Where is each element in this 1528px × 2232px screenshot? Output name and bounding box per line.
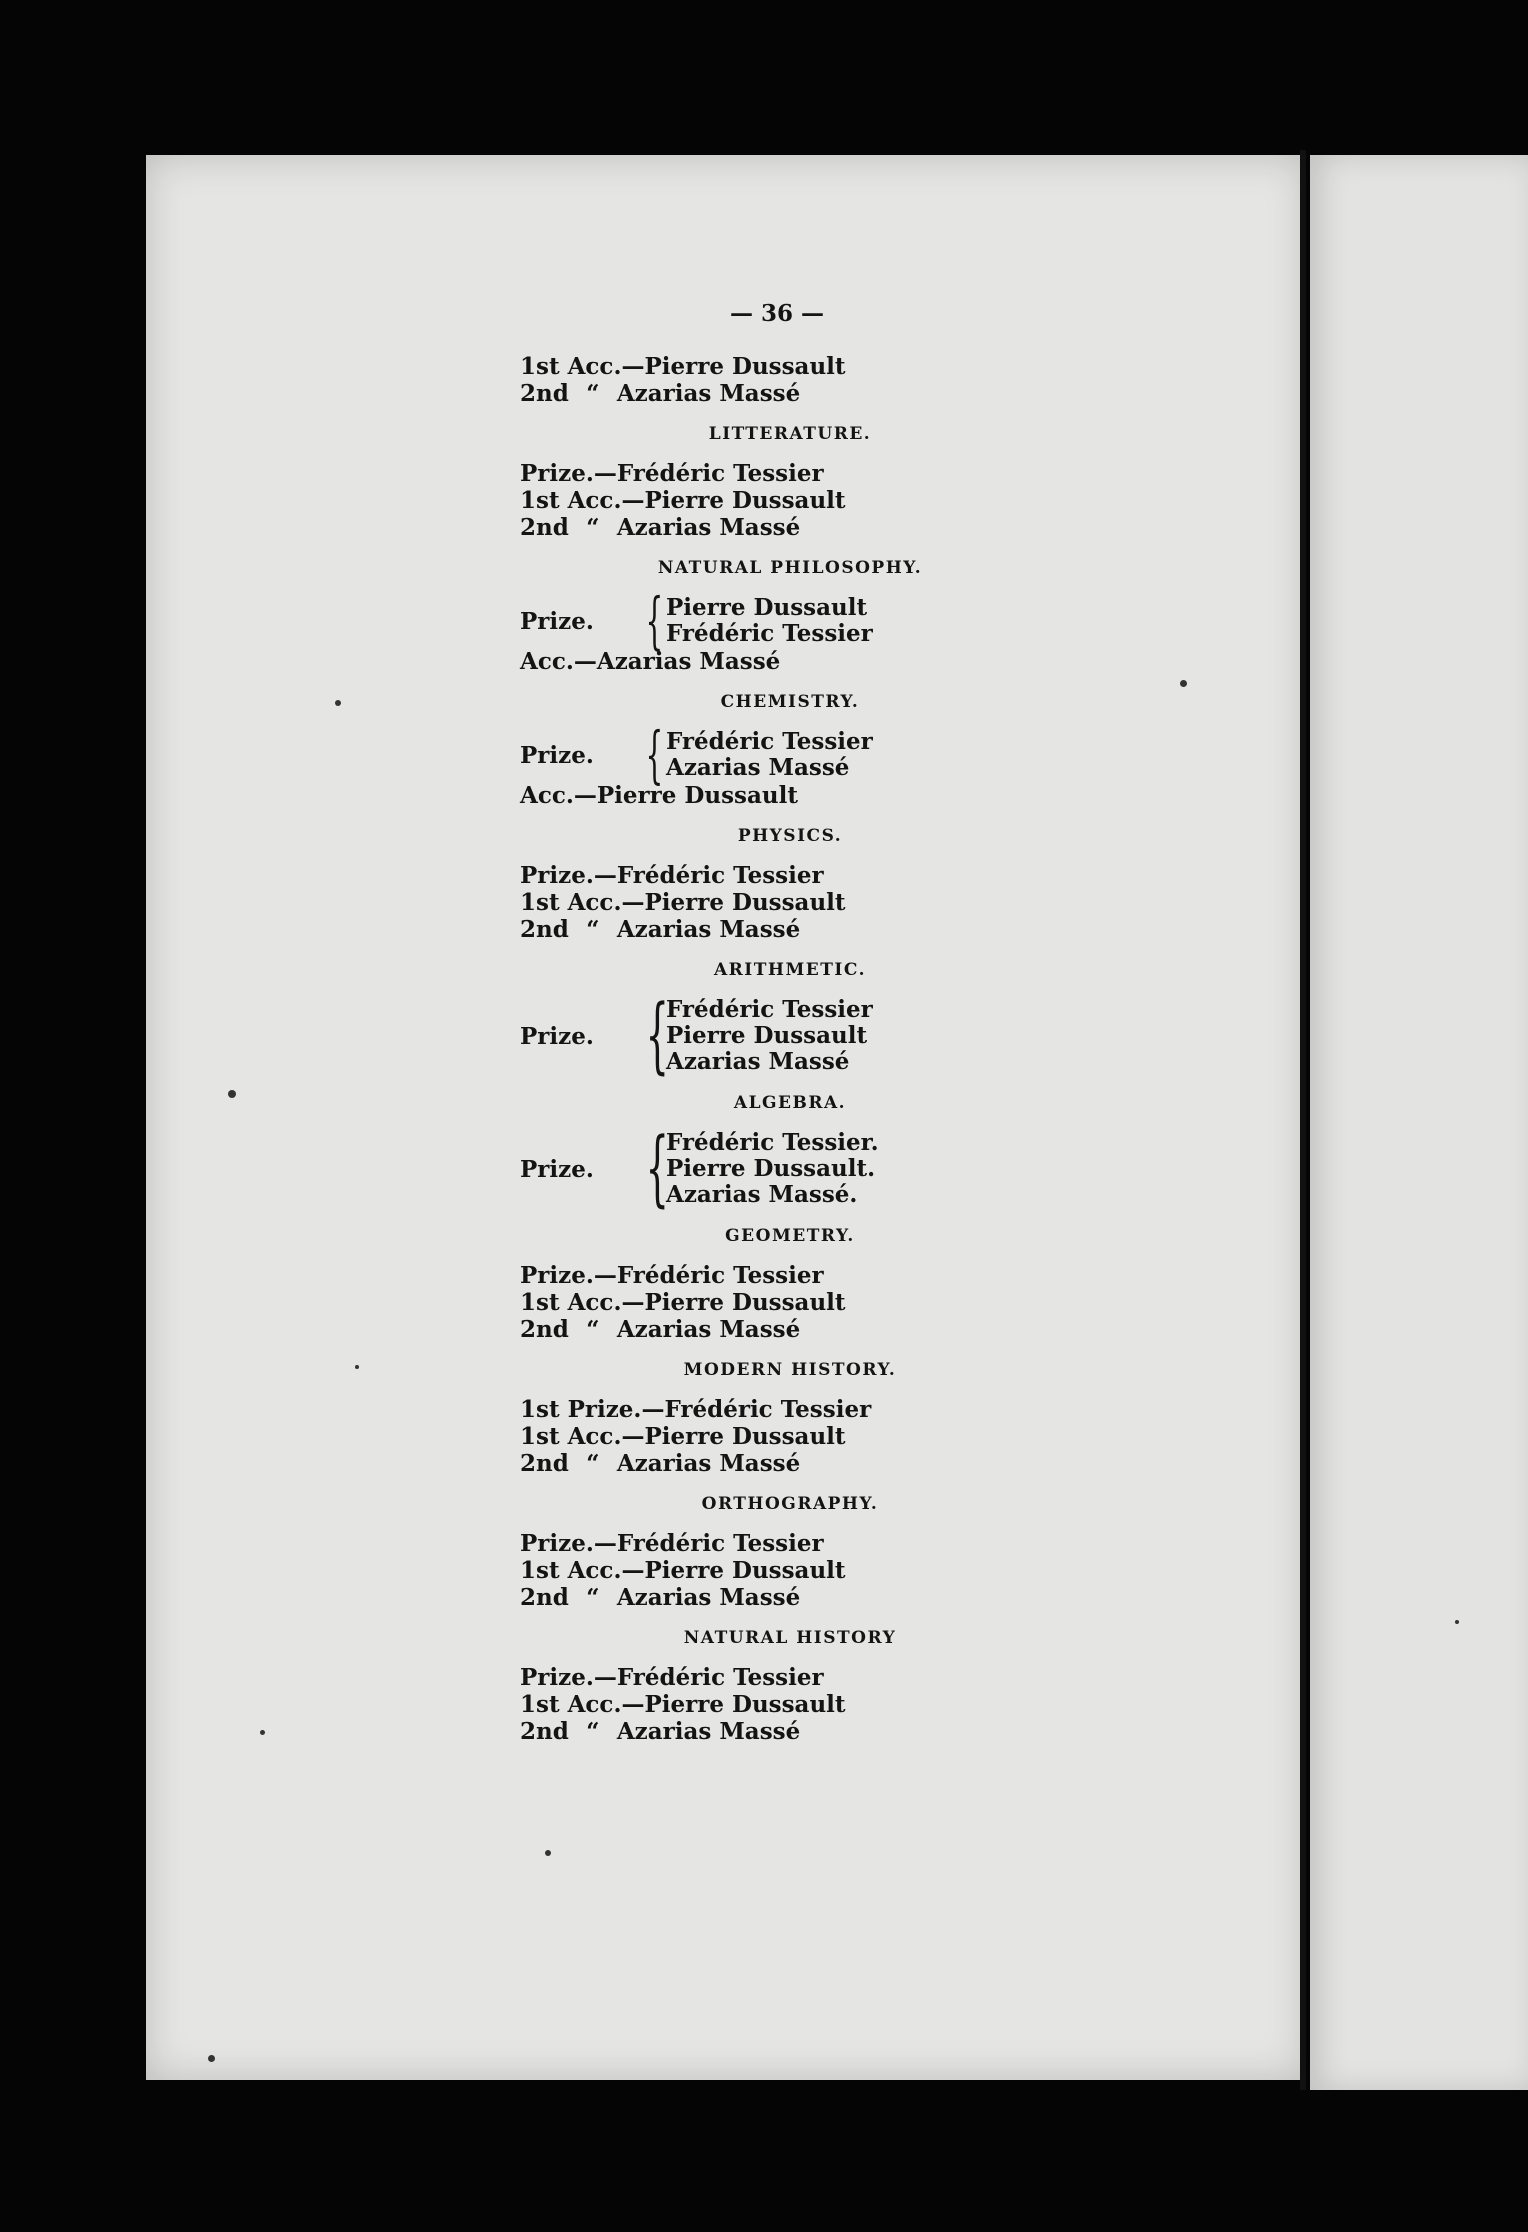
ditto-mark: “: [586, 1584, 600, 1611]
subject-heading: LITTERATURE.: [708, 424, 872, 444]
recipient-name: Frédéric Tessier: [616, 1530, 824, 1557]
shared-prize-names: [666, 595, 873, 647]
award-line: [520, 862, 960, 889]
award-label: 2nd: [520, 514, 569, 541]
recipient-name: Pierre Dussault: [644, 353, 846, 380]
dash: —: [641, 1396, 665, 1423]
recipient-name: Azarias Massé: [616, 1718, 801, 1745]
scan-speck: [208, 2055, 215, 2062]
ditto-mark: “: [586, 1718, 600, 1745]
award-line: [520, 782, 960, 809]
recipient-name: Frédéric Tessier: [616, 862, 824, 889]
recipient-name: Frédéric Tessier: [664, 1396, 872, 1423]
recipient-name: Pierre Dussault: [644, 1289, 846, 1316]
brace-icon: {: [645, 1121, 669, 1216]
brace-icon: {: [645, 988, 669, 1083]
award-line: [520, 916, 960, 943]
recipient-name: Frédéric Tessier: [616, 1262, 824, 1289]
sections-container: [520, 421, 960, 1745]
award-line: [520, 1718, 960, 1745]
recipient-name: Azarias Massé: [616, 1584, 801, 1611]
award-label: 1st Acc.: [520, 1691, 622, 1718]
recipient-name: Pierre Dussault: [596, 782, 798, 809]
brace-icon: {: [645, 718, 664, 791]
recipient-name: Pierre Dussault.: [666, 1155, 876, 1182]
recipient-name: Pierre Dussault: [644, 1423, 846, 1450]
subject-section: [520, 823, 960, 943]
dash: —: [621, 1691, 645, 1718]
dash: —: [593, 1262, 617, 1289]
subject-section: [520, 1090, 960, 1216]
recipient-name: Pierre Dussault: [644, 889, 846, 916]
recipient-name: Azarias Massé: [616, 916, 801, 943]
recipient-name: Frédéric Tessier: [666, 620, 873, 647]
award-label: 1st Prize.: [520, 1396, 642, 1423]
dash: —: [593, 460, 617, 487]
recipient-name: Frédéric Tessier.: [666, 1129, 879, 1156]
recipient-name: Frédéric Tessier: [616, 460, 824, 487]
recipient-name: Azarias Massé: [666, 1048, 850, 1075]
award-line: [520, 1289, 960, 1316]
award-line: [520, 487, 960, 514]
shared-prize-names: [666, 1130, 879, 1208]
ditto-mark: “: [586, 1316, 600, 1343]
subject-heading: MODERN HISTORY.: [683, 1360, 897, 1380]
recipient-name: Azarias Massé: [616, 514, 801, 541]
shared-prize: [520, 988, 960, 1083]
award-label: 1st Acc.: [520, 353, 622, 380]
recipient-name: Azarias Massé.: [666, 1181, 858, 1208]
award-label: Acc.: [520, 782, 574, 809]
dash: —: [593, 862, 617, 889]
scan-speck: [260, 1730, 265, 1735]
subject-heading: CHEMISTRY.: [720, 692, 860, 712]
award-label: 2nd: [520, 380, 569, 407]
subject-section: [520, 1491, 960, 1611]
recipient-name: Azarias Massé: [616, 1316, 801, 1343]
award-label: Prize.: [520, 1664, 594, 1691]
award-line: [520, 353, 960, 380]
right-page: [1310, 155, 1528, 2090]
award-line: [520, 1450, 960, 1477]
award-line: [520, 1396, 960, 1423]
award-line: [520, 460, 960, 487]
dash: —: [621, 1423, 645, 1450]
award-line: [520, 1584, 960, 1611]
subject-section: [520, 555, 960, 675]
recipient-name: Frédéric Tessier: [616, 1664, 824, 1691]
award-label: 2nd: [520, 916, 569, 943]
award-label: 1st Acc.: [520, 889, 622, 916]
recipient-name: Pierre Dussault: [666, 1022, 868, 1049]
subject-section: [520, 1357, 960, 1477]
subject-section: [520, 957, 960, 1083]
shared-prize-label: Prize.: [520, 741, 594, 769]
award-label: 2nd: [520, 1718, 569, 1745]
prize-list: [520, 298, 960, 1745]
ditto-mark: “: [586, 514, 600, 541]
subject-heading: ORTHOGRAPHY.: [701, 1494, 879, 1514]
recipient-name: Azarias Massé: [616, 1450, 801, 1477]
shared-prize-label: Prize.: [520, 1022, 594, 1050]
scan-speck: [545, 1850, 551, 1856]
recipient-name: Pierre Dussault: [666, 594, 868, 621]
shared-prize-label: Prize.: [520, 1155, 594, 1183]
dash: —: [621, 1557, 645, 1584]
shared-prize-names: [666, 729, 873, 781]
recipient-name: Frédéric Tessier: [666, 728, 873, 755]
award-label: 1st Acc.: [520, 1423, 622, 1450]
ditto-mark: “: [586, 1450, 600, 1477]
spacer: [520, 298, 960, 353]
award-label: 2nd: [520, 1316, 569, 1343]
shared-prize-label: Prize.: [520, 607, 594, 635]
shared-prize: [520, 584, 960, 657]
scan-speck: [355, 1365, 359, 1369]
scan-speck: [1455, 1620, 1459, 1624]
subject-heading: NATURAL HISTORY: [683, 1628, 897, 1648]
award-line: [520, 1262, 960, 1289]
award-line: [520, 1557, 960, 1584]
subject-heading: PHYSICS.: [737, 826, 843, 846]
dash: —: [621, 889, 645, 916]
subject-heading: ARITHMETIC.: [713, 960, 866, 980]
award-line: [520, 648, 960, 675]
award-line: [520, 1530, 960, 1557]
subject-section: [520, 689, 960, 809]
recipient-name: Pierre Dussault: [644, 487, 846, 514]
award-line: [520, 1664, 960, 1691]
recipient-name: Frédéric Tessier: [666, 996, 873, 1023]
brace-icon: {: [645, 584, 664, 657]
recipient-name: Azarias Massé: [616, 380, 801, 407]
subject-section: [520, 1223, 960, 1343]
subject-heading: ALGEBRA.: [733, 1093, 847, 1113]
dash: —: [573, 648, 597, 675]
award-label: 2nd: [520, 1450, 569, 1477]
scan-speck: [335, 700, 341, 706]
award-label: Prize.: [520, 1530, 594, 1557]
ditto-mark: “: [586, 380, 600, 407]
page-number: — 36 —: [730, 300, 825, 327]
shared-prize: [520, 718, 960, 791]
award-line: [520, 380, 960, 407]
dash: —: [593, 1530, 617, 1557]
subject-section: [520, 1625, 960, 1745]
subject-heading: GEOMETRY.: [725, 1226, 855, 1246]
award-label: 1st Acc.: [520, 487, 622, 514]
dash: —: [573, 782, 597, 809]
dash: —: [621, 353, 645, 380]
award-label: 1st Acc.: [520, 1289, 622, 1316]
award-label: Prize.: [520, 460, 594, 487]
scan-speck: [1180, 680, 1187, 687]
recipient-name: Pierre Dussault: [644, 1691, 846, 1718]
award-label: Acc.: [520, 648, 574, 675]
award-line: [520, 889, 960, 916]
intro-lines: [520, 353, 960, 407]
dash: —: [621, 487, 645, 514]
subject-section: [520, 421, 960, 541]
subject-heading: NATURAL PHILOSOPHY.: [657, 558, 923, 578]
award-line: [520, 1423, 960, 1450]
shared-prize: [520, 1121, 960, 1216]
award-label: 1st Acc.: [520, 1557, 622, 1584]
ditto-mark: “: [586, 916, 600, 943]
page-gutter: [1300, 150, 1306, 2090]
scan-speck: [228, 1090, 236, 1098]
recipient-name: Azarias Massé: [666, 754, 850, 781]
award-label: Prize.: [520, 1262, 594, 1289]
award-label: 2nd: [520, 1584, 569, 1611]
award-line: [520, 514, 960, 541]
shared-prize-names: [666, 997, 873, 1075]
recipient-name: Azarias Massé: [596, 648, 781, 675]
dash: —: [593, 1664, 617, 1691]
award-line: [520, 1316, 960, 1343]
award-line: [520, 1691, 960, 1718]
recipient-name: Pierre Dussault: [644, 1557, 846, 1584]
dash: —: [621, 1289, 645, 1316]
award-label: Prize.: [520, 862, 594, 889]
